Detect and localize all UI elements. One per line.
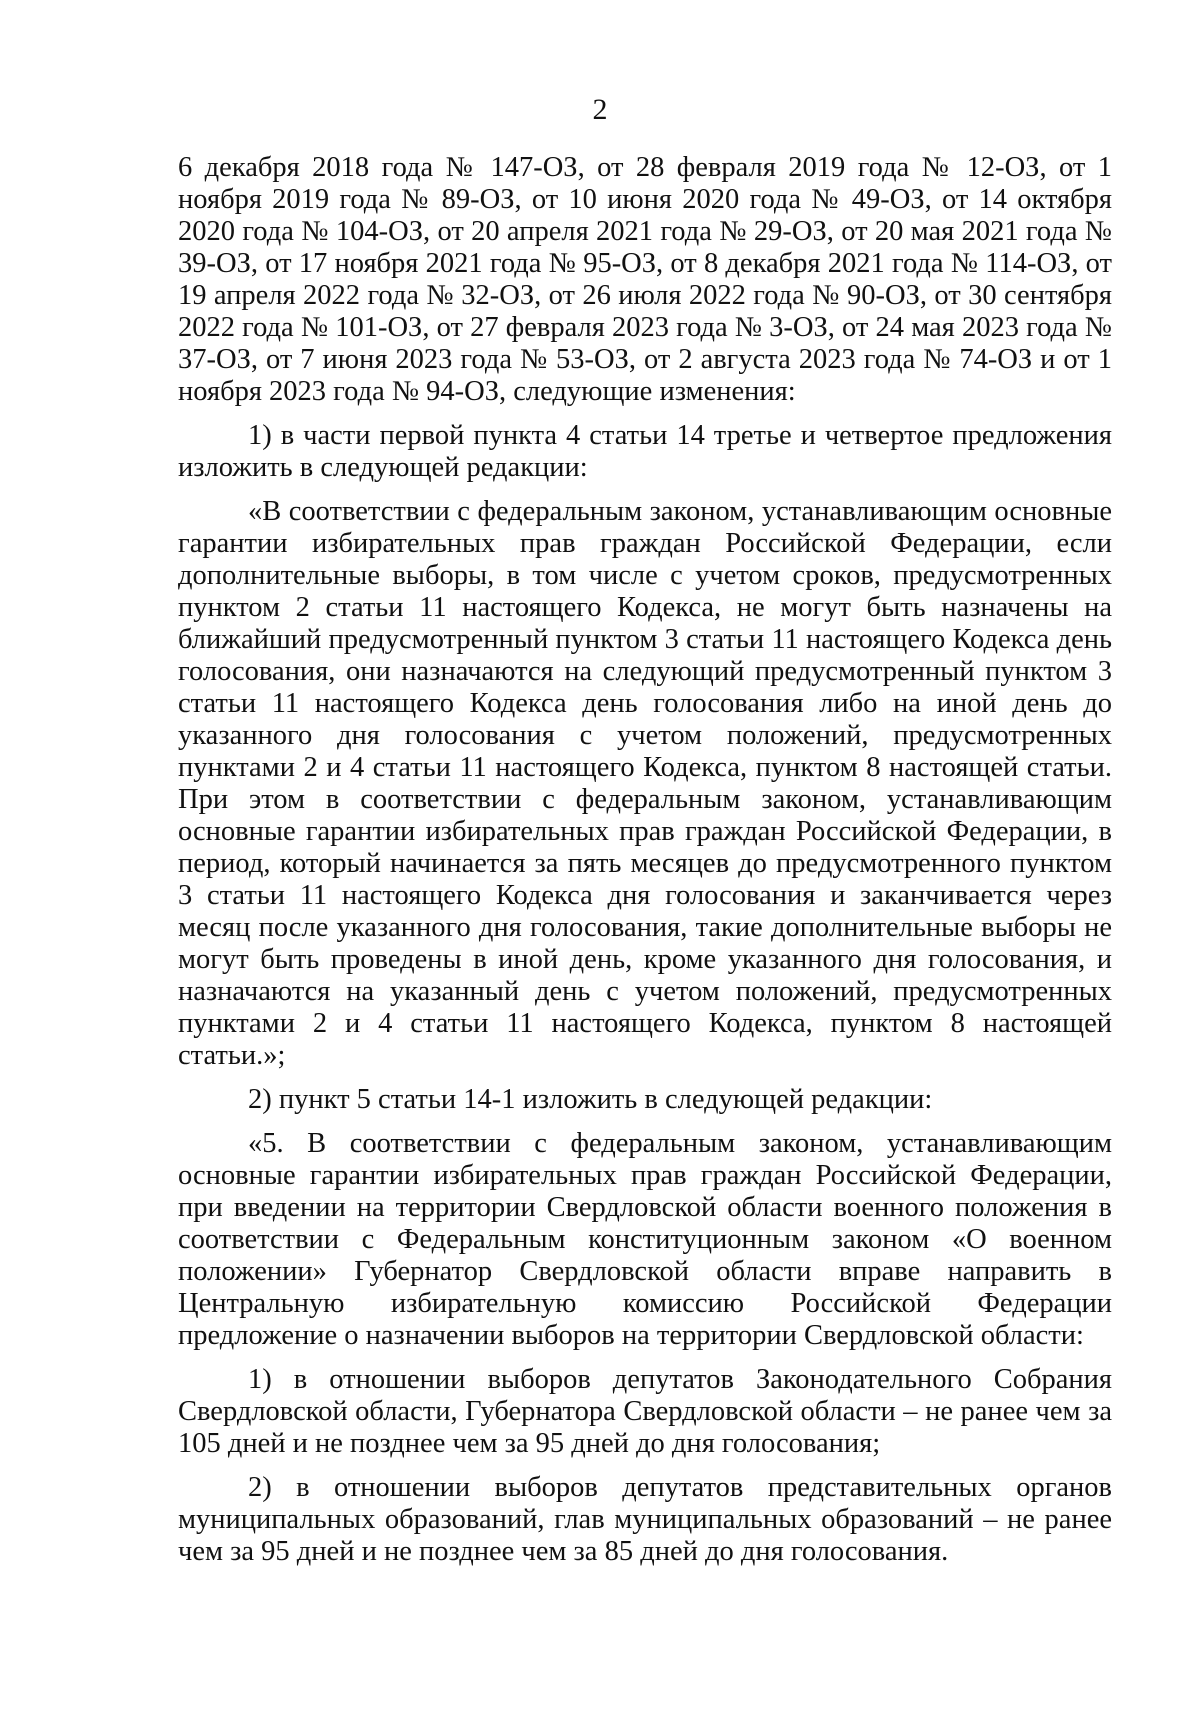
paragraph-item-1: 1) в части первой пункта 4 статьи 14 третье и четвертое предложения изложить в следующей редакции: [178, 420, 1112, 483]
paragraph-item-2: 2) пункт 5 статьи 14-1 изложить в следующей редакции: [248, 1084, 933, 1115]
page-number: 2 [592, 93, 608, 126]
paragraph-subitem-1: 1) в отношении выборов депутатов Законодательного Собрания Свердловской области, Губернатора Свердловской области – не ранее чем за 105 дней и не позднее чем за 95 дней до дня голосования; [178, 1364, 1112, 1459]
paragraph-quoted-text-article-14: «В соответствии с федеральным законом, устанавливающим основные гарантии избирательных прав граждан Российской Федерации, если дополнительные выборы, в том числе с учетом сроков, предусмотренных пунктом 2 статьи 11 настоящего Кодекса, не могут быть назначены на ближайший предусмотренный пунктом 3 статьи 11 настоящего Кодекса день голосования, они назначаются на следующий предусмотренный пунктом 3 статьи 11 настоящего Кодекса день голосования либо на иной день до указанного дня голосования с учетом положений, предусмотренных пунктами 2 и 4 статьи 11 настоящего Кодекса, пунктом 8 настоящей статьи. При этом в соответствии с федеральным законом, устанавливающим основные гарантии избирательных прав граждан Российской Федерации, в период, который начинается за пять месяцев до предусмотренного пунктом 3 статьи 11 настоящего Кодекса дня голосования и заканчивается через месяц после указанного дня голосования, такие дополнительные выборы не могут быть проведены в иной день, кроме указанного дня голосования, и назначаются на указанный день с учетом положений, предусмотренных пунктами 2 и 4 статьи 11 настоящего Кодекса, пунктом 8 настоящей статьи.»; [178, 496, 1112, 1071]
paragraph-amendment-list: 6 декабря 2018 года № 147-ОЗ, от 28 февраля 2019 года № 12-ОЗ, от 1 ноября 2019 года № 89-ОЗ, от 10 июня 2020 года № 49-ОЗ, от 14 октября 2020 года № 104-ОЗ, от 20 апреля 2021 года № 29-ОЗ, от 20 мая 2021 года № 39-ОЗ, от 17 ноября 2021 года № 95-ОЗ, от 8 декабря 2021 года № 114-ОЗ, от 19 апреля 2022 года № 32-ОЗ, от 26 июля 2022 года № 90-ОЗ, от 30 сентября 2022 года № 101-ОЗ, от 27 февраля 2023 года № 3-ОЗ, от 24 мая 2023 года № 37-ОЗ, от 7 июня 2023 года № 53-ОЗ, от 2 августа 2023 года № 74-ОЗ и от 1 ноября 2023 года № 94-ОЗ, следующие изменения: [178, 152, 1112, 407]
paragraph-subitem-2: 2) в отношении выборов депутатов представительных органов муниципальных образований, глав муниципальных образований – не ранее чем за 95 дней и не позднее чем за 85 дней до дня голосования. [178, 1472, 1112, 1567]
document-body [178, 152, 1112, 1580]
paragraph-quoted-clause-5: «5. В соответствии с федеральным законом, устанавливающим основные гарантии избирательных прав граждан Российской Федерации, при введении на территории Свердловской области военного положения в соответствии с Федеральным конституционным законом «О военном положении» Губернатор Свердловской области вправе направить в Центральную избирательную комиссию Российской Федерации предложение о назначении выборов на территории Свердловской области: [178, 1128, 1112, 1351]
